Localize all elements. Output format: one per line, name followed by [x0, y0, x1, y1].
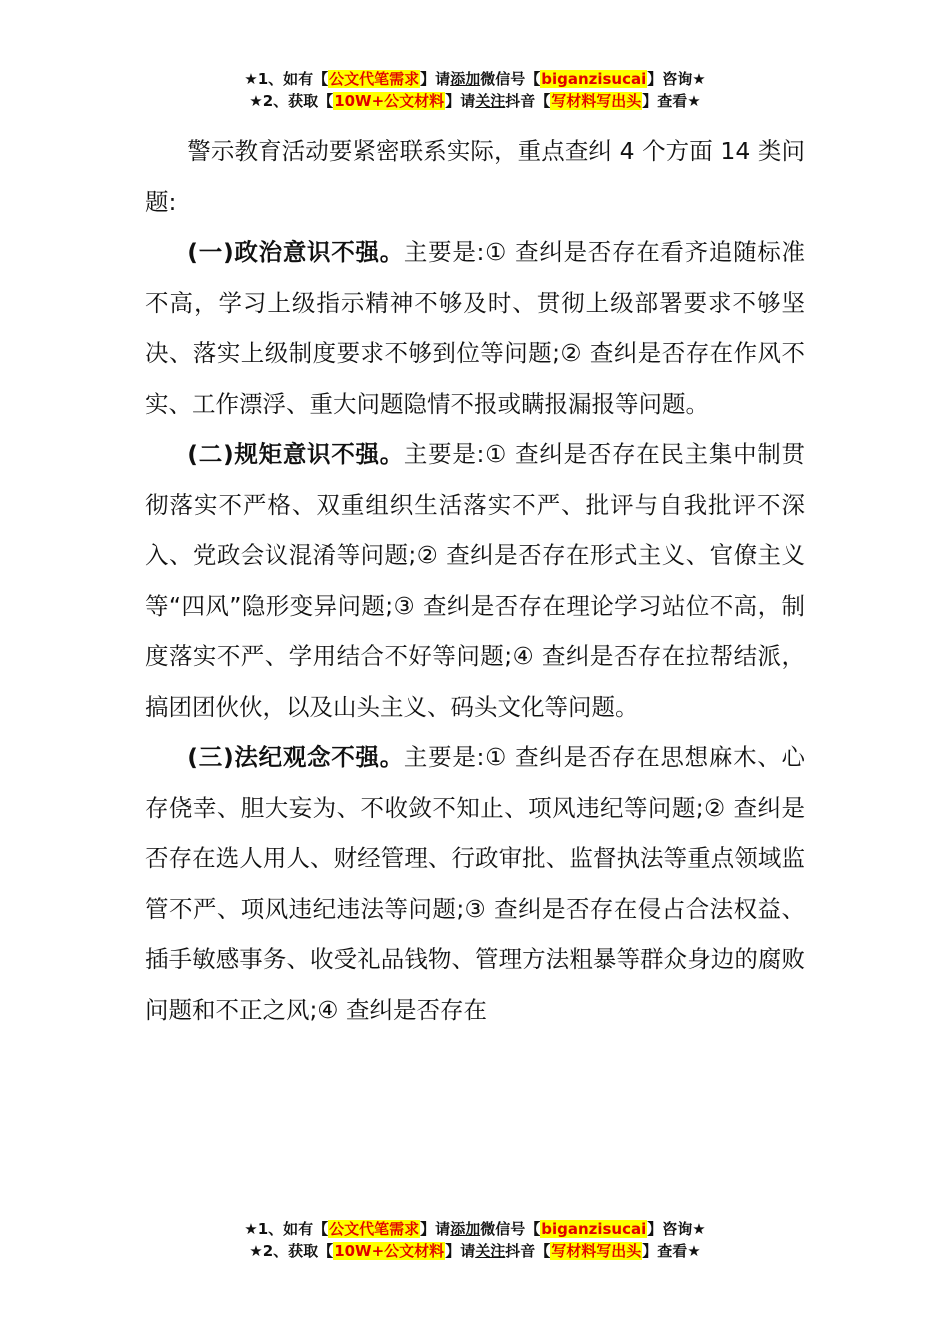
ad-text: ★1、如有【 [244, 1220, 329, 1238]
section-heading: (三)法纪观念不强。 [187, 743, 404, 771]
section-text: 主要是:① 查纠是否存在思想麻木、心存侥幸、胆大妄为、不收敛不知止、项风违纪等问题;② 查纠是否存在选人用人、财经管理、行政审批、监督执法等重点领域监管不严、项风违纪违法等问题;③ 查纠是否存在侵占合法权益、插手敏感事务、收受礼品钱物、管理方法粗暴等群众身边的腐败问题和不正之风;④ 查纠是否存在 [145, 743, 805, 1024]
section-text: 主要是:① 查纠是否存在民主集中制贯彻落实不严格、双重组织生活落实不严、批评与自我批评不深入、党政会议混淆等问题;② 查纠是否存在形式主义、官僚主义等“四风”隐形变异问题;③ 查纠是否存在理论学习站位不高，制度落实不严、学用结合不好等问题;④ 查纠是否存在拉帮结派，搞团团伙伙，以及山头主义、码头文化等问题。 [145, 440, 805, 721]
section-text: 主要是:① 查纠是否存在看齐追随标准不高，学习上级指示精神不够及时、贯彻上级部署要求不够坚决、落实上级制度要求不够到位等问题;② 查纠是否存在作风不实、工作漂浮、重大问题隐情不报或瞒报漏报等问题。 [145, 238, 805, 418]
section-heading: (二)规矩意识不强。 [187, 440, 404, 468]
ad-douyin-id: 写材料写出头 [551, 92, 642, 110]
ad-text: 】咨询★ [647, 70, 706, 88]
ad-text: 】请 [445, 92, 476, 110]
header-ad-banner [0, 68, 950, 112]
footer-ad-line-2 [0, 1240, 950, 1262]
document-body [145, 126, 805, 1035]
ad-emphasis: 添加 [450, 1220, 481, 1238]
ad-text: ★2、获取【 [249, 92, 334, 110]
ad-text: 】咨询★ [647, 1220, 706, 1238]
ad-highlight: 10W+公文材料 [334, 92, 445, 110]
ad-text: 】请 [420, 1220, 451, 1238]
section-paragraph-3 [145, 732, 805, 1035]
ad-douyin-id: 写材料写出头 [551, 1242, 642, 1260]
ad-emphasis: 添加 [450, 70, 481, 88]
ad-emphasis: 关注 [475, 92, 506, 110]
ad-text: ★2、获取【 [249, 1242, 334, 1260]
section-heading: (一)政治意识不强。 [187, 238, 404, 266]
ad-text: ★1、如有【 [244, 70, 329, 88]
footer-ad-line-1 [0, 1218, 950, 1240]
ad-emphasis: 关注 [475, 1242, 506, 1260]
ad-text: 微信号【 [480, 1220, 541, 1238]
ad-highlight: 10W+公文材料 [334, 1242, 445, 1260]
footer-ad-banner [0, 1218, 950, 1262]
ad-text: 抖音【 [505, 1242, 551, 1260]
ad-wechat-id: biganzisucai [541, 1220, 647, 1238]
header-ad-line-1 [0, 68, 950, 90]
ad-text: 】请 [445, 1242, 476, 1260]
ad-text: 】请 [420, 70, 451, 88]
section-paragraph-1 [145, 227, 805, 429]
header-ad-line-2 [0, 90, 950, 112]
ad-text: 微信号【 [480, 70, 541, 88]
ad-wechat-id: biganzisucai [541, 70, 647, 88]
ad-text: 抖音【 [505, 92, 551, 110]
ad-highlight: 公文代笔需求 [329, 70, 420, 88]
intro-paragraph: 警示教育活动要紧密联系实际，重点查纠 4 个方面 14 类问题: [145, 137, 805, 216]
ad-text: 】查看★ [642, 1242, 701, 1260]
ad-text: 】查看★ [642, 92, 701, 110]
ad-highlight: 公文代笔需求 [329, 1220, 420, 1238]
section-paragraph-2 [145, 429, 805, 732]
